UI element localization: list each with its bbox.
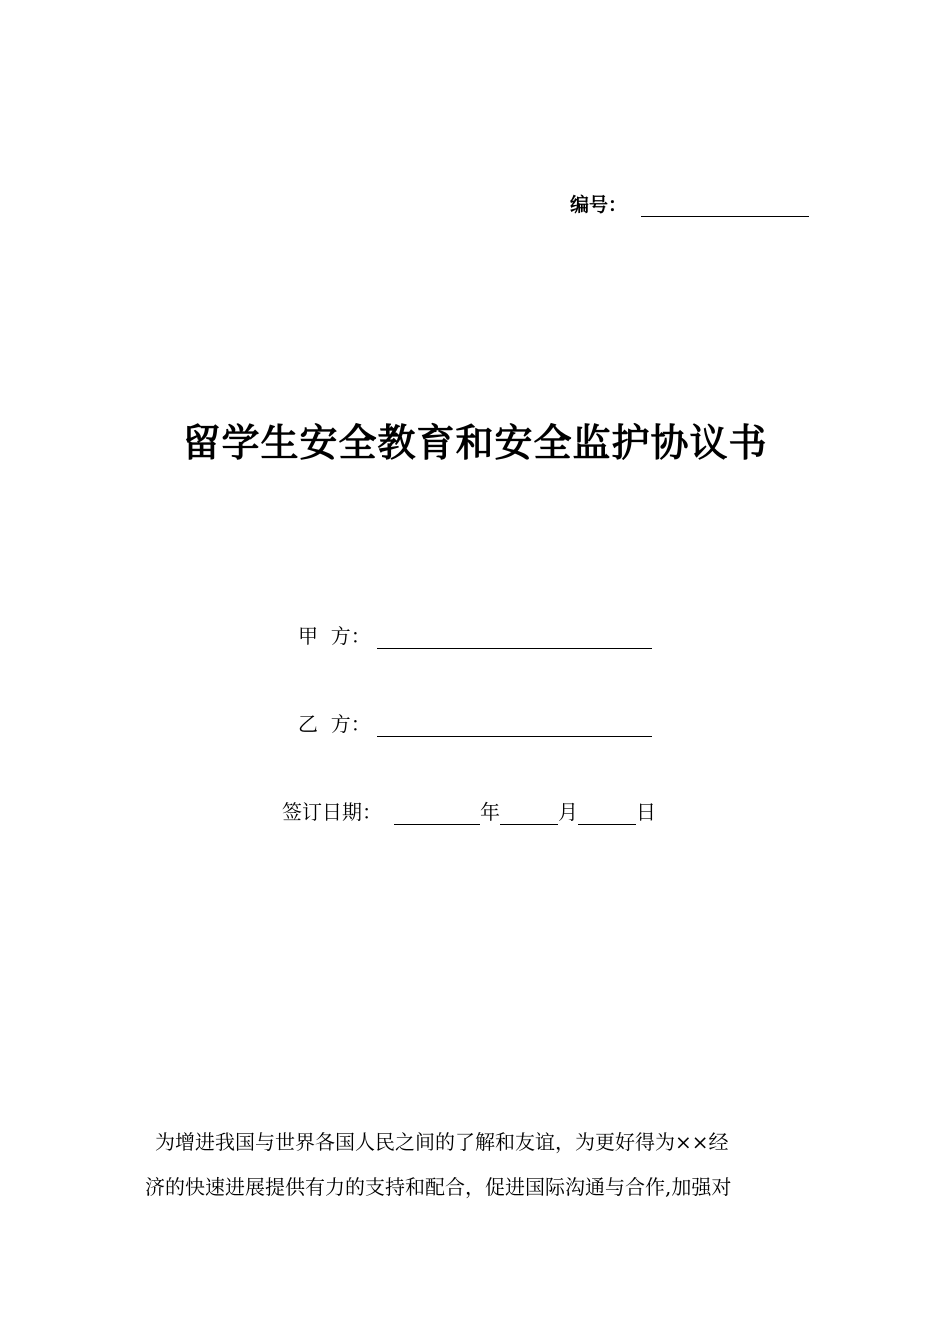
party-b-blank — [377, 712, 652, 737]
signing-date-row — [282, 796, 656, 825]
serial-number-label: 编号： — [570, 194, 628, 216]
party-b-row — [298, 708, 652, 737]
day-blank — [578, 800, 636, 825]
serial-number-row — [570, 190, 809, 217]
party-a-label: 甲 方： — [298, 624, 371, 648]
month-blank — [500, 800, 558, 825]
party-b-label: 乙 方： — [298, 712, 371, 736]
year-label: 年 — [480, 800, 500, 824]
signing-date-label: 签订日期： — [282, 800, 382, 824]
document-title: 留学生安全教育和安全监护协议书 — [182, 421, 768, 465]
party-a-row — [298, 620, 652, 649]
serial-number-blank — [641, 194, 809, 217]
year-blank — [394, 800, 480, 825]
day-label: 日 — [636, 800, 656, 824]
body-line: 为增进我国与世界各国人民之间的了解和友谊，为更好得为××经 — [155, 1130, 729, 1154]
body-paragraph — [145, 1120, 810, 1210]
body-line: 济的快速进展提供有力的支持和配合，促进国际沟通与合作,加强对 — [145, 1175, 732, 1199]
month-label: 月 — [558, 800, 578, 824]
party-a-blank — [377, 624, 652, 649]
